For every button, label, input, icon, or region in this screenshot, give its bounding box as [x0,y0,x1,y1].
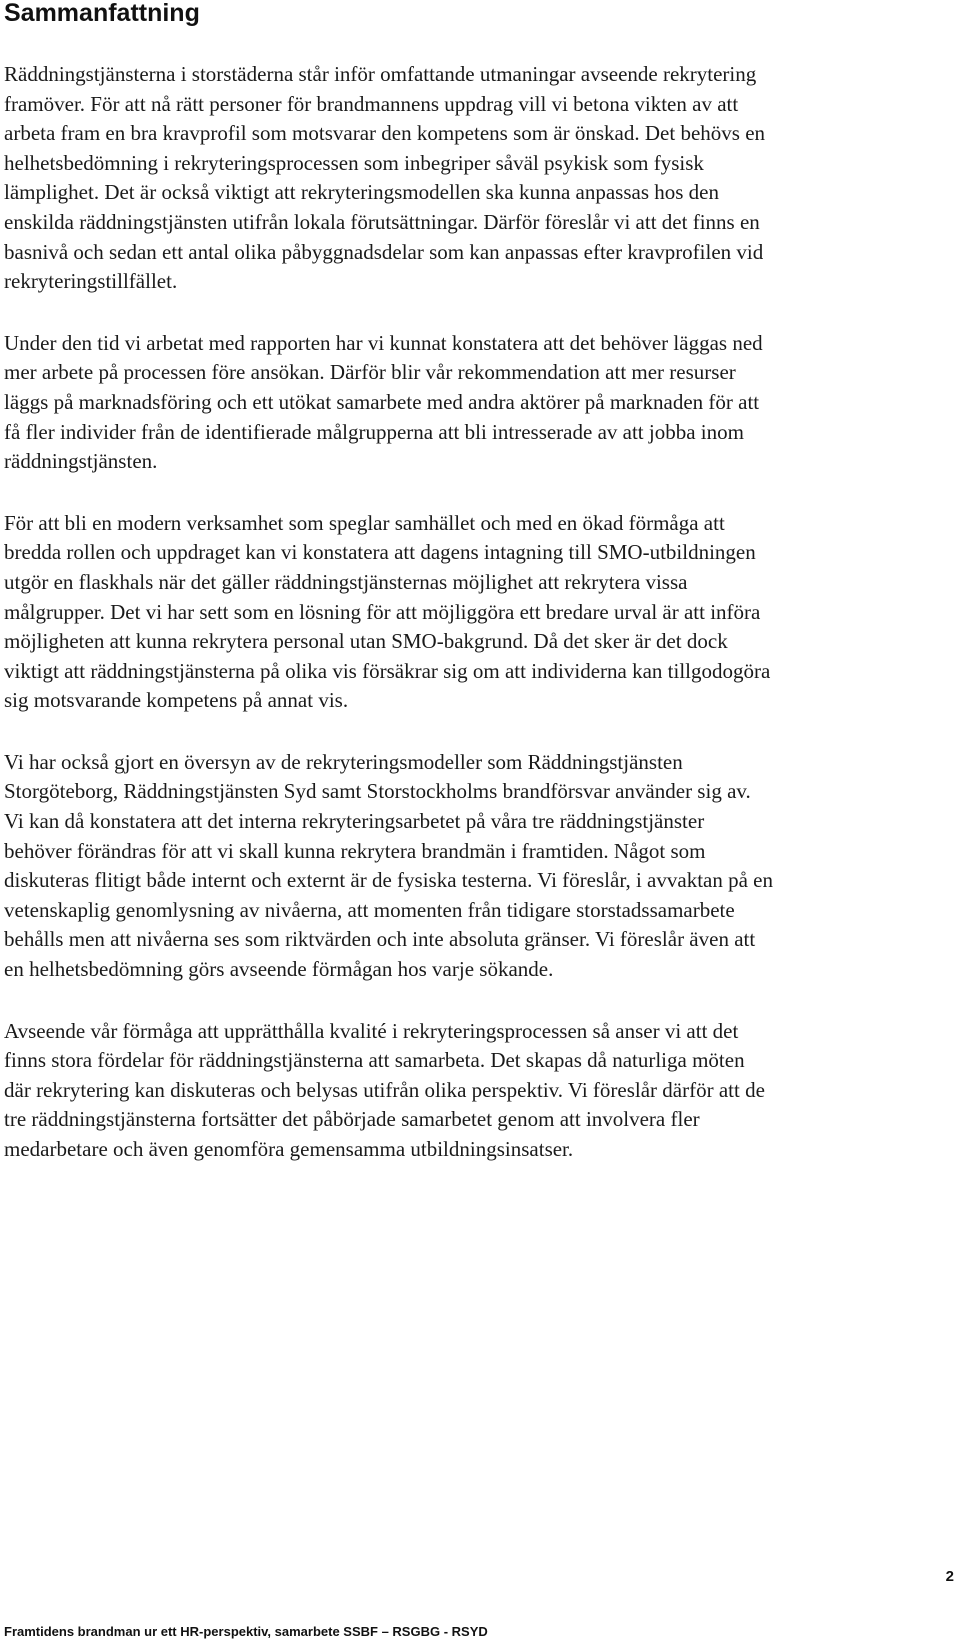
text-line: få fler individer från de identifierade målgrupperna att bli intresserade av att jobba inom [4,419,744,444]
text-line: lämplighet. Det är också viktigt att rekryteringsmodellen ska kunna anpassas hos den [4,180,719,205]
text-line: Avseende vår förmåga att upprätthålla kvalité i rekryteringsprocessen så anser vi att det [4,1018,739,1043]
text-line: sig motsvarande kompetens på annat vis. [4,688,349,713]
text-line: helhetsbedömning i rekryteringsprocessen som inbegriper såväl psykisk som fysisk [4,150,704,175]
text-line: enskilda räddningstjänsten utifrån lokala förutsättningar. Därför föreslår vi att det finns en [4,209,760,234]
paragraph-1 [4,60,952,297]
text-line: utgör en flaskhals när det gäller räddningstjänsternas möjlighet att rekrytera vissa [4,569,688,594]
text-line: arbeta fram en bra kravprofil som motsvarar den kompetens som är önskad. Det behövs en [4,121,766,146]
text-line: tre räddningstjänsterna fortsätter det påbörjade samarbetet genom att involvera fler [4,1107,700,1132]
text-line: Under den tid vi arbetat med rapporten har vi kunnat konstatera att det behöver läggas ned [4,330,763,355]
text-line: behålls men att nivåerna ses som riktvärden och inte absoluta gränser. Vi föreslår även att [4,927,756,952]
text-line: möjligheten att kunna rekrytera personal utan SMO-bakgrund. Då det sker är det dock [4,629,728,654]
text-line: läggs på marknadsföring och ett utökat samarbete med andra aktörer på marknaden för att [4,389,760,414]
text-line: bredda rollen och uppdraget kan vi konstatera att dagens intagning till SMO-utbildningen [4,540,756,565]
page-title: Sammanfattning [4,0,200,27]
text-line: basnivå och sedan ett antal olika påbyggnadsdelar som kan anpassas efter kravprofilen vid [4,239,764,264]
text-line: vetenskaplig genomlysning av nivåerna, att momenten från tidigare storstadssamarbete [4,897,735,922]
text-line: finns stora fördelar för räddningstjänsterna att samarbeta. Det skapas då naturliga möten [4,1048,745,1073]
page-number: 2 [945,1568,954,1585]
text-line: diskuteras flitigt både internt och externt är de fysiska testerna. Vi föreslår, i avvaktan på en [4,868,773,893]
text-line: mer arbete på processen före ansökan. Därför blir vår rekommendation att mer resurser [4,360,736,385]
text-line: Storgöteborg, Räddningstjänsten Syd samt Storstockholms brandförsvar använder sig av. [4,779,751,804]
paragraph-4 [4,748,952,985]
paragraph-3 [4,509,952,716]
text-line: räddningstjänsten. [4,449,158,474]
body-text [4,60,952,1197]
paragraph-5 [4,1017,952,1165]
text-line: Räddningstjänsterna i storstäderna står inför omfattande utmaningar avseende rekrytering [4,62,757,86]
text-line: viktigt att räddningstjänsterna på olika vis försäkrar sig om att individerna kan tillgodogöra [4,658,771,683]
text-line: Vi har också gjort en översyn av de rekryteringsmodeller som Räddningstjänsten [4,749,683,774]
text-line: målgrupper. Det vi har sett som en lösning för att möjliggöra ett bredare urval är att införa [4,599,761,624]
page-footer: Framtidens brandman ur ett HR-perspektiv, samarbete SSBF – RSGBG - RSYD [4,1624,488,1639]
text-line: en helhetsbedömning görs avseende förmågan hos varje sökande. [4,957,554,982]
text-line: där rekrytering kan diskuteras och belysas utifrån olika perspektiv. Vi föreslår därför att de [4,1077,765,1102]
text-line: behöver förändras för att vi skall kunna rekrytera brandmän i framtiden. Något som [4,838,706,863]
text-line: medarbetare och även genomföra gemensamma utbildningsinsatser. [4,1137,574,1161]
text-line: rekryteringstillfället. [4,269,178,294]
text-line: Vi kan då konstatera att det interna rekryteringsarbetet på våra tre räddningstjänster [4,809,705,834]
paragraph-2 [4,329,952,477]
text-line: För att bli en modern verksamhet som speglar samhället och med en ökad förmåga att [4,510,725,535]
text-line: framöver. För att nå rätt personer för brandmannens uppdrag vill vi betona vikten av att [4,91,739,116]
